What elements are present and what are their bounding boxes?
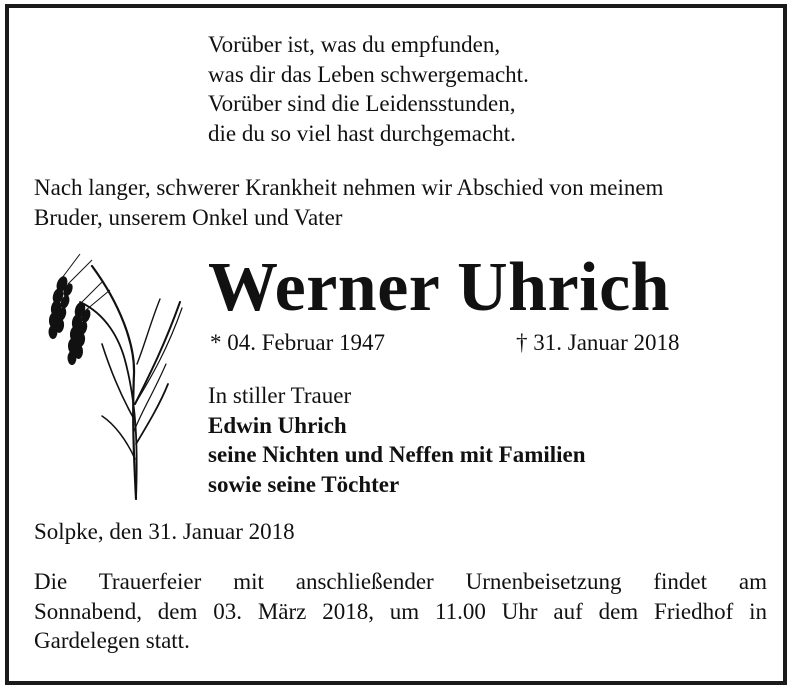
- poem-line: die du so viel hast durchgemacht.: [208, 120, 516, 146]
- birth-date: * 04. Februar 1947: [210, 330, 386, 355]
- announcement-line: Nach langer, schwerer Krankheit nehmen wir Abschied von meinem: [34, 175, 664, 200]
- memorial-poem: [208, 30, 529, 148]
- funeral-line: Sonnabend, dem 03. März 2018, um 11.00 Uhr auf dem Friedhof in: [34, 598, 767, 624]
- poem-line: Vorüber ist, was du empfunden,: [208, 32, 501, 57]
- announcement-line: Bruder, unserem Onkel und Vater: [34, 204, 343, 230]
- place-and-date: Solpke, den 31. Januar 2018: [34, 519, 295, 544]
- funeral-line: Die Trauerfeier mit anschließender Urnenbeisetzung findet am: [34, 569, 767, 594]
- mourner-name: seine Nichten und Neffen mit Familien: [208, 442, 586, 467]
- poem-line: Vorüber sind die Leidensstunden,: [208, 91, 516, 116]
- death-date: † 31. Januar 2018: [516, 330, 680, 355]
- wheat-ears-icon: [40, 244, 190, 504]
- mourning-heading: In stiller Trauer: [208, 383, 352, 408]
- mourner-name: sowie seine Töchter: [208, 471, 400, 497]
- mourners-block: [208, 381, 586, 499]
- funeral-notice: [34, 567, 767, 656]
- poem-line: was dir das Leben schwergemacht.: [208, 61, 529, 87]
- deceased-name: Werner Uhrich: [208, 249, 671, 326]
- funeral-line: Gardelegen statt.: [34, 628, 190, 653]
- announcement-text: [34, 173, 663, 232]
- mourner-name: Edwin Uhrich: [208, 412, 347, 438]
